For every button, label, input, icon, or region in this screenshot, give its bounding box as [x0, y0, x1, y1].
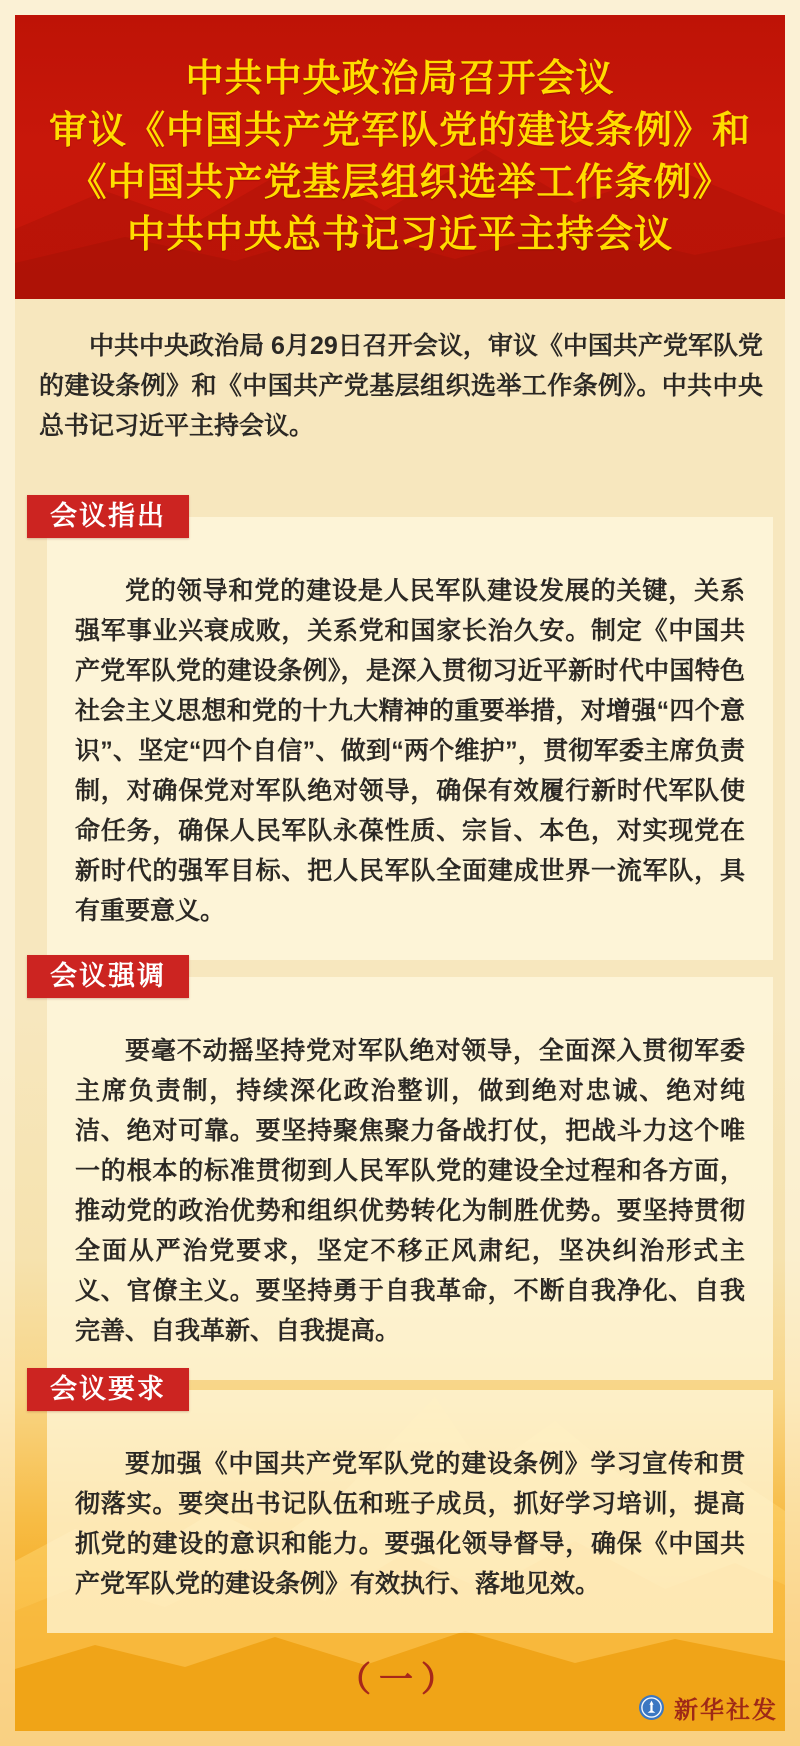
section-text: 要加强《中国共产党军队党的建设条例》学习宣传和贯彻落实。要突出书记队伍和班子成员，抓好学习培训，提高抓党的建设的意识和能力。要强化领导督导，确保《中国共产党军队党的建设条例》有效执行、落地见效。	[75, 1450, 745, 1598]
title-line-4: 中共中央总书记习近平主持会议	[126, 214, 673, 256]
section-meeting-stressed	[15, 955, 785, 1380]
title-line-3: 《中国共产党基层组织选举工作条例》	[68, 162, 732, 204]
section-text: 党的领导和党的建设是人民军队建设发展的关键，关系强军事业兴衰成败，关系党和国家长治久安。制定《中国共产党军队党的建设条例》，是深入贯彻习近平新时代中国特色社会主义思想和党的十九大精神的重要举措，对增强“四个意识”、坚定“四个自信”、做到“两个维护”，贯彻军委主席负责制，对确保党对军队绝对领导，确保有效履行新时代军队使命任务，确保人民军队永葆性质、宗旨、本色，对实现党在新时代的强军目标、把人民军队全面建成世界一流军队，具有重要意义。	[75, 577, 745, 925]
section-meeting-required	[15, 1368, 785, 1633]
title-line-2: 审议《中国共产党军队党的建设条例》和	[48, 110, 751, 152]
section-badge-stressed: 会议强调	[27, 955, 189, 998]
section-meeting-pointed-out	[15, 495, 785, 960]
section-text: 要毫不动摇坚持党对军队绝对领导，全面深入贯彻军委主席负责制，持续深化政治整训，做到绝对忠诚、绝对纯洁、绝对可靠。要坚持聚焦聚力备战打仗，把战斗力这个唯一的根本的标准贯彻到人民军队党的建设全过程和各方面，推动党的政治优势和组织优势转化为制胜优势。要坚持贯彻全面从严治党要求，坚定不移正风肃纪，坚决纠治形式主义、官僚主义。要坚持勇于自我革命，不断自我净化、自我完善、自我革新、自我提高。	[75, 1037, 745, 1345]
section-content-box	[47, 517, 773, 960]
intro-paragraph: 中共中央政治局 6月29日召开会议，审议《中国共产党军队党的建设条例》和《中国共产党基层组织选举工作条例》。中共中央总书记习近平主持会议。	[39, 332, 763, 440]
xinhua-logo-icon	[638, 1694, 665, 1721]
page-title	[15, 53, 785, 261]
page-number-marker: （一）	[337, 1661, 463, 1699]
credit-text: 新华社发	[674, 1697, 778, 1724]
section-badge-required: 会议要求	[27, 1368, 189, 1411]
section-badge-pointed-out: 会议指出	[27, 495, 189, 538]
credit-line	[638, 1690, 778, 1725]
title-line-1: 中共中央政治局召开会议	[185, 58, 615, 100]
section-content-box	[47, 1390, 773, 1633]
section-content-box	[47, 977, 773, 1380]
header-banner	[15, 15, 785, 299]
